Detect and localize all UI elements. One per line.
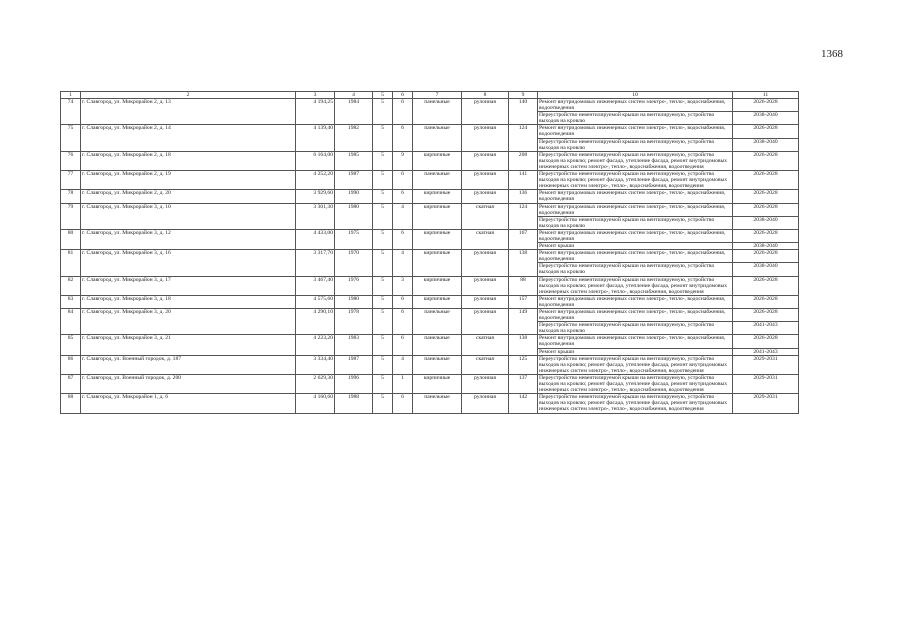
work-description-cell: Переустройство невентилируемой крыши на вентилируемую, устройство выходов на кровлю xyxy=(538,112,733,125)
row-number-cell: 88 xyxy=(61,394,81,413)
area-cell: 3 317,70 xyxy=(296,250,335,276)
table-row xyxy=(61,335,799,348)
entrances-cell: 6 xyxy=(393,309,413,335)
work-description-cell: Переустройство невентилируемой крыши на вентилируемую, устройство выходов на кровлю xyxy=(538,216,733,229)
row-number-cell: 87 xyxy=(61,374,81,393)
walls-cell: кирпичные xyxy=(413,190,462,203)
floors-cell: 5 xyxy=(373,355,393,374)
year-cell: 1996 xyxy=(335,374,373,393)
year-cell: 1983 xyxy=(335,335,373,355)
residents-cell: 138 xyxy=(509,335,538,355)
floors-cell: 5 xyxy=(373,276,393,295)
year-cell: 1985 xyxy=(335,151,373,170)
residents-cell: 167 xyxy=(509,229,538,249)
work-period-cell: 2029-2031 xyxy=(733,355,799,374)
address-cell: г. Славгород, ул. Микрорайон 3, д. 10 xyxy=(81,203,296,229)
residents-cell: 125 xyxy=(509,355,538,374)
address-cell: г. Славгород, ул. Микрорайон 3, д. 16 xyxy=(81,250,296,276)
row-number-cell: 81 xyxy=(61,250,81,276)
year-cell: 1978 xyxy=(335,309,373,335)
address-cell: г. Славгород, ул. Микрорайон 3, д. 20 xyxy=(81,309,296,335)
address-cell: г. Славгород, ул. Микрорайон 3, д. 18 xyxy=(81,295,296,308)
work-description-cell: Ремонт внутридомовых инженерных систем электро-, тепло-, водоснабжения, водоотведения xyxy=(538,309,733,322)
residents-cell: 124 xyxy=(509,203,538,229)
row-number-cell: 78 xyxy=(61,190,81,203)
work-description-cell: Ремонт внутридомовых инженерных систем электро-, тепло-, водоснабжения, водоотведения xyxy=(538,203,733,216)
residents-cell: 142 xyxy=(509,394,538,413)
column-header: 5 xyxy=(373,92,393,99)
walls-cell: кирпичные xyxy=(413,151,462,170)
work-description-cell: Ремонт внутридомовых инженерных систем электро-, тепло-, водоснабжения, водоотведения xyxy=(538,190,733,203)
table-row xyxy=(61,171,799,190)
walls-cell: панельные xyxy=(413,335,462,355)
work-description-cell: Переустройство невентилируемой крыши на вентилируемую, устройство выходов на кровлю; ремонт фасада, утепление фасада, ремонт внутридомовых инженерных систем электро-, тепло-, водоснабжения, водоотведения xyxy=(538,151,733,170)
row-number-cell: 83 xyxy=(61,295,81,308)
entrances-cell: 6 xyxy=(393,99,413,125)
address-cell: г. Славгород, ул. Микрорайон 3, д. 21 xyxy=(81,335,296,355)
residents-cell: 136 xyxy=(509,190,538,203)
work-period-cell: 2026-2028 xyxy=(733,151,799,170)
entrances-cell: 4 xyxy=(393,250,413,276)
work-period-cell: 2026-2028 xyxy=(733,125,799,138)
floors-cell: 5 xyxy=(373,125,393,151)
work-period-cell: 2038-2040 xyxy=(733,243,799,250)
walls-cell: кирпичные xyxy=(413,250,462,276)
table-row xyxy=(61,309,799,322)
address-cell: г. Славгород, ул. Микрорайон 2, д. 20 xyxy=(81,190,296,203)
work-period-cell: 2026-2028 xyxy=(733,229,799,242)
walls-cell: панельные xyxy=(413,394,462,413)
column-header: 1 xyxy=(61,92,81,99)
column-header: 7 xyxy=(413,92,462,99)
table-row xyxy=(61,190,799,203)
table-row xyxy=(61,276,799,295)
roof-cell: рулонная xyxy=(462,276,509,295)
work-period-cell: 2026-2028 xyxy=(733,250,799,263)
work-description-cell: Переустройство невентилируемой крыши на вентилируемую, устройство выходов на кровлю; ремонт фасада, утепление фасада, ремонт внутридомовых инженерных систем электро-, тепло-, водоснабжения, водоотведения xyxy=(538,171,733,190)
floors-cell: 5 xyxy=(373,190,393,203)
roof-cell: рулонная xyxy=(462,309,509,335)
work-period-cell: 2026-2028 xyxy=(733,309,799,322)
area-cell: 3 929,60 xyxy=(296,190,335,203)
area-cell: 4 252,20 xyxy=(296,171,335,190)
roof-cell: скатная xyxy=(462,229,509,249)
table-body xyxy=(61,99,799,414)
work-description-cell: Переустройство невентилируемой крыши на вентилируемую, устройство выходов на кровлю; ремонт фасада, утепление фасада, ремонт внутридомовых инженерных систем электро-, тепло-, водоснабжения, водоотведения xyxy=(538,276,733,295)
area-cell: 3 334,40 xyxy=(296,355,335,374)
entrances-cell: 6 xyxy=(393,125,413,151)
area-cell: 6 164,00 xyxy=(296,151,335,170)
entrances-cell: 6 xyxy=(393,171,413,190)
table-row xyxy=(61,125,799,138)
area-cell: 3 301,30 xyxy=(296,203,335,229)
row-number-cell: 80 xyxy=(61,229,81,249)
floors-cell: 5 xyxy=(373,151,393,170)
row-number-cell: 86 xyxy=(61,355,81,374)
work-period-cell: 2026-2028 xyxy=(733,171,799,190)
column-number-row xyxy=(61,92,799,99)
column-header: 3 xyxy=(296,92,335,99)
residents-cell: 138 xyxy=(509,250,538,276)
floors-cell: 5 xyxy=(373,229,393,249)
entrances-cell: 6 xyxy=(393,229,413,249)
column-header: 9 xyxy=(509,92,538,99)
residents-cell: 137 xyxy=(509,374,538,393)
floors-cell: 5 xyxy=(373,295,393,308)
row-number-cell: 76 xyxy=(61,151,81,170)
column-header: 6 xyxy=(393,92,413,99)
residents-cell: 149 xyxy=(509,309,538,335)
entrances-cell: 4 xyxy=(393,203,413,229)
year-cell: 1987 xyxy=(335,171,373,190)
roof-cell: рулонная xyxy=(462,125,509,151)
address-cell: г. Славгород, ул. Военный городок, д. 187 xyxy=(81,355,296,374)
work-period-cell: 2038-2040 xyxy=(733,216,799,229)
work-description-cell: Переустройство невентилируемой крыши на вентилируемую, устройство выходов на кровлю xyxy=(538,138,733,151)
column-header: 11 xyxy=(733,92,799,99)
entrances-cell: 3 xyxy=(393,276,413,295)
address-cell: г. Славгород, ул. Микрорайон 2, д. 13 xyxy=(81,99,296,125)
walls-cell: панельные xyxy=(413,125,462,151)
capital-repair-table xyxy=(60,91,799,414)
column-header: 10 xyxy=(538,92,733,99)
table-row xyxy=(61,394,799,413)
floors-cell: 5 xyxy=(373,394,393,413)
roof-cell: рулонная xyxy=(462,295,509,308)
work-period-cell: 2026-2028 xyxy=(733,335,799,348)
entrances-cell: 6 xyxy=(393,190,413,203)
address-cell: г. Славгород, ул. Военный городок, д. 200 xyxy=(81,374,296,393)
floors-cell: 5 xyxy=(373,203,393,229)
work-period-cell: 2041-2043 xyxy=(733,322,799,335)
work-period-cell: 2029-2031 xyxy=(733,374,799,393)
floors-cell: 5 xyxy=(373,335,393,355)
residents-cell: 157 xyxy=(509,295,538,308)
column-header: 4 xyxy=(335,92,373,99)
entrances-cell: 6 xyxy=(393,394,413,413)
roof-cell: рулонная xyxy=(462,374,509,393)
work-description-cell: Ремонт внутридомовых инженерных систем электро-, тепло-, водоснабжения, водоотведения xyxy=(538,250,733,263)
walls-cell: кирпичные xyxy=(413,203,462,229)
walls-cell: кирпичные xyxy=(413,229,462,249)
table-row xyxy=(61,99,799,112)
walls-cell: панельные xyxy=(413,309,462,335)
year-cell: 1980 xyxy=(335,295,373,308)
table-row xyxy=(61,151,799,170)
work-description-cell: Переустройство невентилируемой крыши на вентилируемую, устройство выходов на кровлю xyxy=(538,263,733,276)
year-cell: 1990 xyxy=(335,190,373,203)
work-description-cell: Ремонт внутридомовых инженерных систем электро-, тепло-, водоснабжения, водоотведения xyxy=(538,99,733,112)
year-cell: 1987 xyxy=(335,355,373,374)
walls-cell: панельные xyxy=(413,99,462,125)
year-cell: 1988 xyxy=(335,394,373,413)
year-cell: 1976 xyxy=(335,276,373,295)
area-cell: 2 629,30 xyxy=(296,374,335,393)
roof-cell: рулонная xyxy=(462,250,509,276)
row-number-cell: 82 xyxy=(61,276,81,295)
entrances-cell: 1 xyxy=(393,374,413,393)
entrances-cell: 9 xyxy=(393,151,413,170)
work-period-cell: 2026-2028 xyxy=(733,203,799,216)
table-row xyxy=(61,203,799,216)
address-cell: г. Славгород, ул. Микрорайон 2, д. 18 xyxy=(81,151,296,170)
area-cell: 4 160,60 xyxy=(296,394,335,413)
column-header: 8 xyxy=(462,92,509,99)
work-description-cell: Переустройство невентилируемой крыши на вентилируемую, устройство выходов на кровлю; ремонт фасада, утепление фасада, ремонт внутридомовых инженерных систем электро-, тепло-, водоснабжения, водоотведения xyxy=(538,355,733,374)
work-period-cell: 2038-2040 xyxy=(733,138,799,151)
column-header: 2 xyxy=(81,92,296,99)
year-cell: 1980 xyxy=(335,203,373,229)
area-cell: 4 290,10 xyxy=(296,309,335,335)
row-number-cell: 77 xyxy=(61,171,81,190)
address-cell: г. Славгород, ул. Микрорайон 2, д. 14 xyxy=(81,125,296,151)
walls-cell: панельные xyxy=(413,171,462,190)
area-cell: 4 194,25 xyxy=(296,99,335,125)
area-cell: 4 139,40 xyxy=(296,125,335,151)
floors-cell: 5 xyxy=(373,374,393,393)
residents-cell: 124 xyxy=(509,125,538,151)
work-description-cell: Ремонт крыши xyxy=(538,348,733,355)
table-row xyxy=(61,229,799,242)
floors-cell: 5 xyxy=(373,171,393,190)
residents-cell: 141 xyxy=(509,171,538,190)
roof-cell: рулонная xyxy=(462,394,509,413)
table-row xyxy=(61,374,799,393)
row-number-cell: 79 xyxy=(61,203,81,229)
walls-cell: кирпичные xyxy=(413,374,462,393)
work-period-cell: 2026-2028 xyxy=(733,190,799,203)
address-cell: г. Славгород, ул. Микрорайон 1, д. 6 xyxy=(81,394,296,413)
roof-cell: рулонная xyxy=(462,171,509,190)
residents-cell: 208 xyxy=(509,151,538,170)
year-cell: 1975 xyxy=(335,229,373,249)
area-cell: 4 575,60 xyxy=(296,295,335,308)
walls-cell: кирпичные xyxy=(413,276,462,295)
roof-cell: скатная xyxy=(462,203,509,229)
table-row xyxy=(61,295,799,308)
area-cell: 4 433,00 xyxy=(296,229,335,249)
page-number: 1368 xyxy=(821,48,843,60)
floors-cell: 5 xyxy=(373,250,393,276)
work-description-cell: Ремонт внутридомовых инженерных систем электро-, тепло-, водоснабжения, водоотведения xyxy=(538,125,733,138)
work-description-cell: Переустройство невентилируемой крыши на вентилируемую, устройство выходов на кровлю; ремонт фасада, утепление фасада, ремонт внутридомовых инженерных систем электро-, тепло-, водоснабжения, водоотведения xyxy=(538,374,733,393)
residents-cell: 88 xyxy=(509,276,538,295)
year-cell: 1982 xyxy=(335,125,373,151)
work-period-cell: 2026-2028 xyxy=(733,99,799,112)
year-cell: 1970 xyxy=(335,250,373,276)
roof-cell: рулонная xyxy=(462,151,509,170)
floors-cell: 5 xyxy=(373,309,393,335)
entrances-cell: 4 xyxy=(393,355,413,374)
work-description-cell: Ремонт внутридомовых инженерных систем электро-, тепло-, водоснабжения, водоотведения xyxy=(538,335,733,348)
work-description-cell: Переустройство невентилируемой крыши на вентилируемую, устройство выходов на кровлю xyxy=(538,322,733,335)
roof-cell: рулонная xyxy=(462,99,509,125)
row-number-cell: 74 xyxy=(61,99,81,125)
work-description-cell: Ремонт крыши xyxy=(538,243,733,250)
work-description-cell: Ремонт внутридомовых инженерных систем электро-, тепло-, водоснабжения, водоотведения xyxy=(538,229,733,242)
address-cell: г. Славгород, ул. Микрорайон 3, д. 17 xyxy=(81,276,296,295)
work-period-cell: 2041-2043 xyxy=(733,348,799,355)
walls-cell: кирпичные xyxy=(413,295,462,308)
roof-cell: скатная xyxy=(462,355,509,374)
roof-cell: рулонная xyxy=(462,190,509,203)
area-cell: 4 223,20 xyxy=(296,335,335,355)
entrances-cell: 6 xyxy=(393,335,413,355)
table-row xyxy=(61,250,799,263)
work-period-cell: 2026-2028 xyxy=(733,295,799,308)
work-period-cell: 2038-2040 xyxy=(733,112,799,125)
work-period-cell: 2026-2028 xyxy=(733,276,799,295)
work-description-cell: Ремонт внутридомовых инженерных систем электро-, тепло-, водоснабжения, водоотведения xyxy=(538,295,733,308)
work-period-cell: 2038-2040 xyxy=(733,263,799,276)
row-number-cell: 85 xyxy=(61,335,81,355)
roof-cell: скатная xyxy=(462,335,509,355)
work-description-cell: Переустройство невентилируемой крыши на вентилируемую, устройство выходов на кровлю; ремонт фасада, утепление фасада, ремонт внутридомовых инженерных систем электро-, тепло-, водоснабжения, водоотведения xyxy=(538,394,733,413)
year-cell: 1984 xyxy=(335,99,373,125)
area-cell: 3 467,40 xyxy=(296,276,335,295)
residents-cell: 140 xyxy=(509,99,538,125)
walls-cell: панельные xyxy=(413,355,462,374)
address-cell: г. Славгород, ул. Микрорайон 2, д. 19 xyxy=(81,171,296,190)
address-cell: г. Славгород, ул. Микрорайон 3, д. 12 xyxy=(81,229,296,249)
row-number-cell: 75 xyxy=(61,125,81,151)
floors-cell: 5 xyxy=(373,99,393,125)
table-row xyxy=(61,355,799,374)
work-period-cell: 2029-2031 xyxy=(733,394,799,413)
row-number-cell: 84 xyxy=(61,309,81,335)
entrances-cell: 6 xyxy=(393,295,413,308)
